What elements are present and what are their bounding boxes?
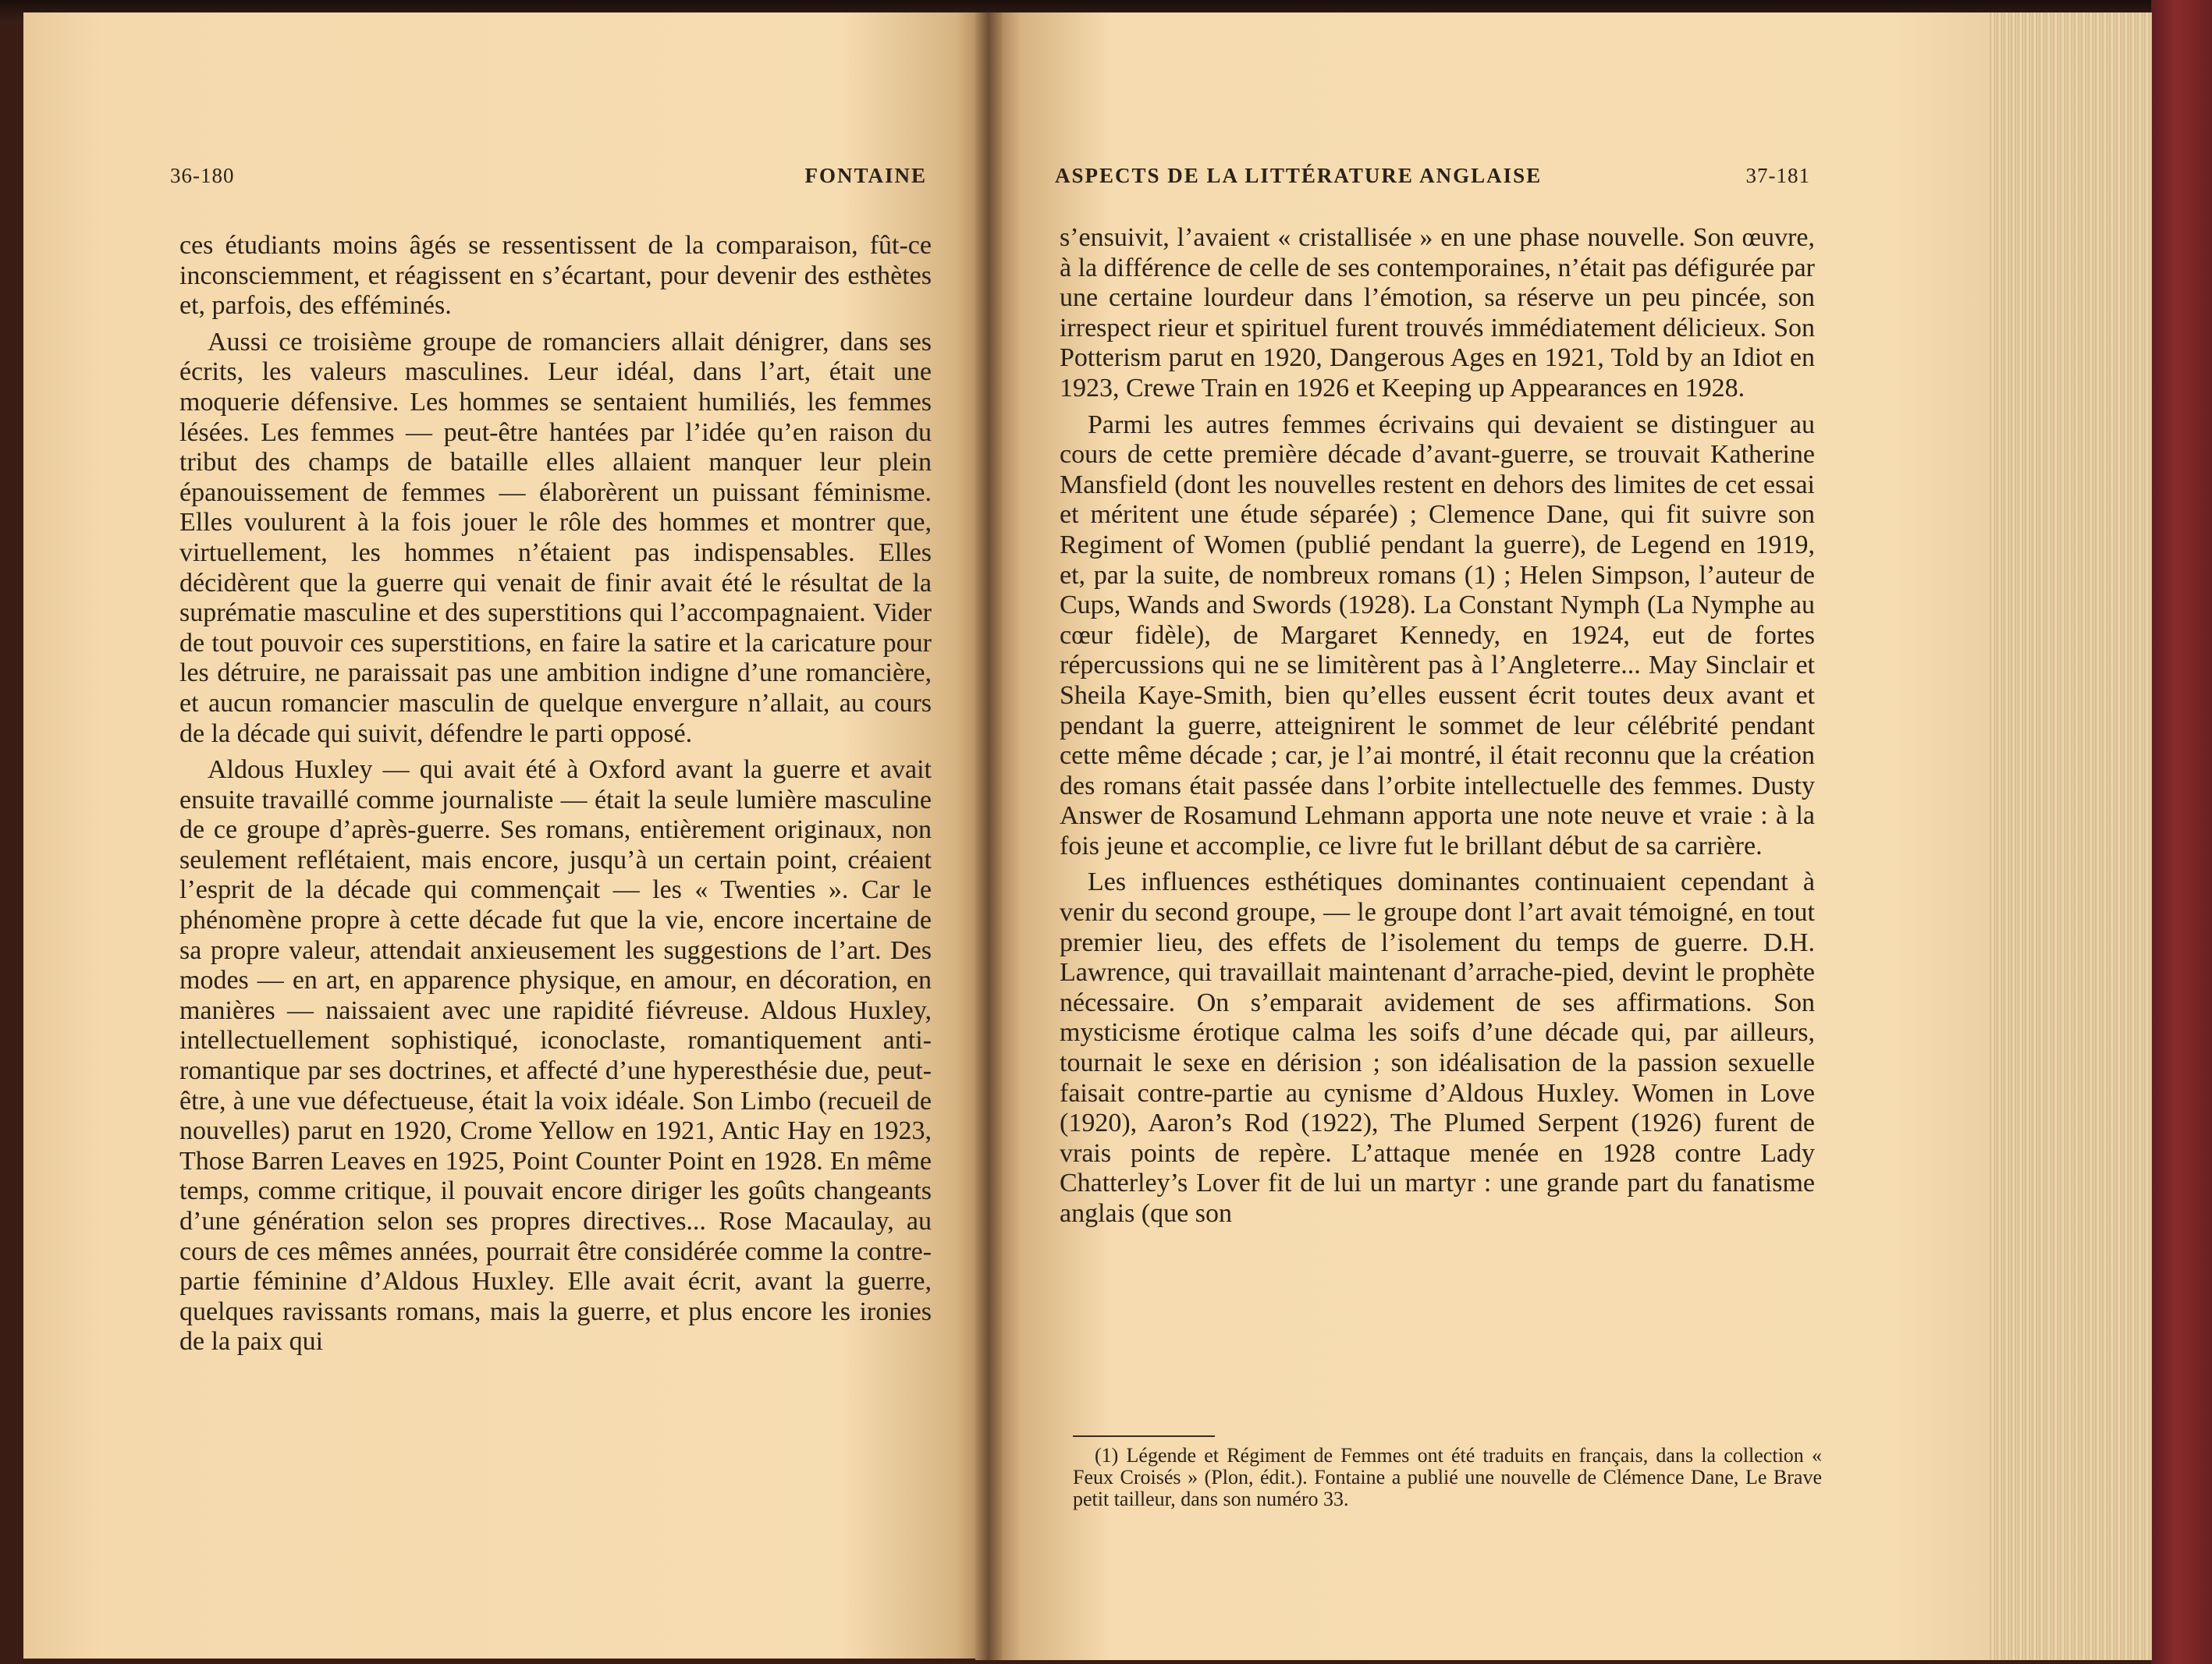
left-paragraph-1: ces étudiants moins âgés se ressentissent de la comparaison, fût-ce inconsciemment, et réagissent en s’écartant, pour devenir des esthètes et, parfois, des efféminés.	[179, 231, 932, 321]
right-page-number: 37-181	[1745, 164, 1810, 187]
footnote	[1073, 1445, 1822, 1510]
left-running-head	[170, 164, 927, 188]
footnote-rule	[1073, 1435, 1215, 1437]
left-paragraph-2: Aussi ce troisième groupe de romanciers allait dénigrer, dans ses écrits, les valeurs masculines. Leur idéal, dans l’art, était une moquerie défensive. Les hommes se sentaient humiliés, les femmes lésées. Les femmes — peut-être hantées par l’idée qu’en raison du tribut des champs de bataille elles allaient manquer leur plein épanouissement de femmes — élaborèrent un puissant féminisme. Elles voulurent à la fois jouer le rôle des hommes et montrer que, virtuellement, les hommes n’étaient pas indispensables. Elles décidèrent que la guerre qui venait de finir avait été le résultat de la suprématie masculine et des superstitions qui l’accompagnaient. Vider de tout pouvoir ces superstitions, en faire la satire et la caricature pour les détruire, ne paraissait pas une ambition indigne d’une romancière, et aucun romancier masculin de quelque envergure n’allait, au cours de la décade qui suivit, défendre le parti opposé.	[179, 327, 932, 748]
book-gutter	[975, 12, 1002, 1660]
right-paragraph-1: s’ensuivit, l’avaient « cristallisée » en une phase nouvelle. Son œuvre, à la différence de celle de ses contemporaines, n’était pas défigurée par une certaine lourdeur dans l’émotion, sa réserve un peu pincée, son irrespect rieur et spirituel furent trouvés immédiatement délicieux. Son Potterism parut en 1920, Dangerous Ages en 1921, Told by an Idiot en 1923, Crewe Train en 1926 et Keeping up Appearances en 1928.	[1060, 223, 1815, 403]
left-page-number: 36-180	[170, 164, 235, 187]
right-paragraph-3: Les influences esthétiques dominantes continuaient cependant à venir du second groupe, — le groupe dont l’art avait témoigné, en tout premier lieu, des effets de l’isolement du temps de guerre. D.H. Lawrence, qui travaillait maintenant d’arrache-pied, devint le prophète nécessaire. On s’emparait avidement de ses affirmations. Son mysticisme érotique calma les soifs d’une décade qui, par ailleurs, tournait le sexe en dérision ; son idéalisation de la passion sexuelle faisait contre-partie au cynisme d’Aldous Huxley. Women in Love (1920), Aaron’s Rod (1922), The Plumed Serpent (1926) furent de vrais points de repère. L’attaque menée en 1928 contre Lady Chatterley’s Lover fit de lui un martyr : une grande part du fanatisme anglais (que son	[1060, 867, 1815, 1228]
right-paragraph-2: Parmi les autres femmes écrivains qui devaient se distinguer au cours de cette première décade d’avant-guerre, se trouvait Katherine Mansfield (dont les nouvelles restent en dehors des limites de cet essai et méritent une étude séparée) ; Clemence Dane, qui fit suivre son Regiment of Women (publié pendant la guerre), de Legend en 1919, et, par la suite, de nombreux romans (1) ; Helen Simpson, l’auteur de Cups, Wands and Swords (1928). La Constant Nymph (La Nymphe au cœur fidèle), de Margaret Kennedy, en 1924, eut de fortes répercussions qui ne se limitèrent pas à l’Angleterre... May Sinclair et Sheila Kaye-Smith, bien qu’elles eussent écrit toutes deux avant et pendant la guerre, atteignirent le sommet de leur célébrité pendant cette même décade ; car, je l’ai montré, il était reconnu que la création des romans était passée dans l’orbite intellectuelle des femmes. Dusty Answer de Rosamund Lehmann apporta une note neuve et vraie : à la fois jeune et accomplie, ce livre fut le brillant début de sa carrière.	[1060, 410, 1815, 860]
left-running-title: FONTAINE	[804, 164, 927, 187]
left-page-text	[179, 231, 932, 1357]
book-cover-right	[2151, 0, 2212, 1664]
left-paragraph-3: Aldous Huxley — qui avait été à Oxford avant la guerre et avait ensuite travaillé comme journaliste — était la seule lumière masculine de ce groupe d’après-guerre. Ses romans, entièrement originaux, non seulement reflétaient, mais encore, jusqu’à un certain point, créaient l’esprit de la décade qui commençait — les « Twenties ». Car le phénomène propre à cette décade fut que la vie, encore incertaine de sa propre valeur, attendait anxieusement les suggestions de l’art. Des modes — en art, en apparence physique, en amour, en décoration, en manières — naissaient avec une rapidité fiévreuse. Aldous Huxley, intellectuellement sophistiqué, iconoclaste, romantiquement anti-romantique par ses doctrines, et affecté d’une hyperesthésie due, peut-être, à une vue défectueuse, était la voix idéale. Son Limbo (recueil de nouvelles) parut en 1920, Crome Yellow en 1921, Antic Hay en 1923, Those Barren Leaves en 1925, Point Counter Point en 1928. En même temps, comme critique, il pouvait encore diriger les goûts changeants d’une génération selon ses propres directives... Rose Macaulay, au cours de ces mêmes années, pourrait être considérée comme la contre-partie féminine d’Aldous Huxley. Elle avait écrit, avant la guerre, quelques ravissants romans, mais la guerre, et plus encore les ironies de la paix qui	[179, 755, 932, 1357]
footnote-text: (1) Légende et Régiment de Femmes ont été traduits en français, dans la collection « Feux Croisés » (Plon, édit.). Fontaine a publié une nouvelle de Clémence Dane, Le Brave petit tailleur, dans son numéro 33.	[1073, 1444, 1822, 1510]
right-running-head	[1055, 164, 1810, 188]
right-running-title: ASPECTS DE LA LITTÉRATURE ANGLAISE	[1055, 164, 1543, 187]
right-page-text	[1060, 223, 1815, 1229]
page-edges	[1988, 12, 2152, 1660]
